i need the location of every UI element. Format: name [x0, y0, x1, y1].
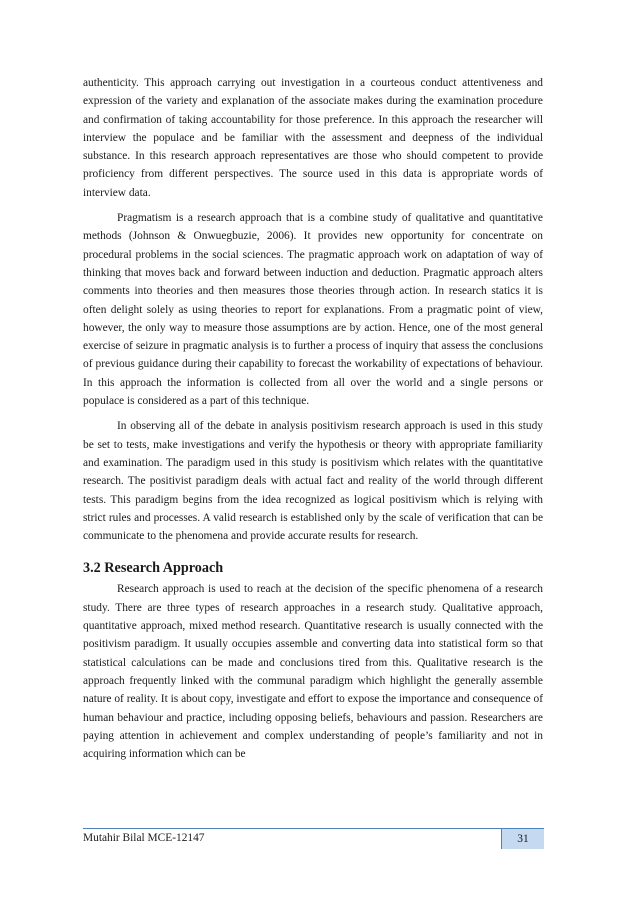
paragraph-pragmatism: Pragmatism is a research approach that is a combine study of qualitative and quantitative methods (Johnson & Onwuegbuzie, 2006). It provides new opportunity for concentrate on procedural problems in the social sciences. The pragmatic approach work on adaptation of way of thinking that moves back and forward between induction and deduction. Pragmatic approach alters comments into theories and then measures those theories through action. In research statics it is often delight solely as using theories to report for explanations. From a pragmatic point of view, however, the only way to measure those assumptions are by action. Hence, one of the most general exercise of seizure in pragmatic analysis is to further a process of inquiry that assess the conclusions of previous guidance during their capability to forecast the workability of expectations of behaviour. In this approach the information is collected from all over the world and a single persons or populace is considered as a part of this technique. — [83, 212, 543, 408]
page-body — [83, 74, 543, 763]
paragraph-research-approach: Research approach is used to reach at the decision of the specific phenomena of a research study. There are three types of research approaches in a research study. Qualitative approach, quantitative approach, mixed method research. Quantitative research is usually connected with the positivism paradigm. It usually occupies assemble and converting data into statistical form so that statistical calculations can be made and conclusions tired from this. Qualitative research is the approach frequently linked with the communal paradigm which highlight the generally assemble nature of reality. It is about copy, investigate and effort to expose the importance and consequence of human behaviour and practice, including opposing beliefs, behaviours and passion. Researchers are paying attention in achievement and complex understanding of people’s familiarity and not in acquiring information which can be — [83, 583, 543, 761]
page-footer — [83, 828, 544, 849]
section-heading: 3.2 Research Approach — [83, 560, 224, 577]
paragraph-authenticity: authenticity. This approach carrying out investigation in a courteous conduct attentiveness and expression of the variety and explanation of the associate makes during the examination procedure and confirmation of taking accountability for those preference. In this approach the researcher will interview the populace and be familiar with the assessment and deepness of the individual substance. In this research approach representatives are those who should competent to provide proficiency from different perspectives. The source used in this data is appropriate words of interview data. — [83, 77, 543, 199]
footer-author: Mutahir Bilal MCE-12147 — [83, 832, 205, 844]
page-number: 31 — [501, 829, 544, 849]
paragraph-positivism: In observing all of the debate in analysis positivism research approach is used in this study be set to tests, make investigations and verify the hypothesis or theory with appropriate familiarity and examination. The paradigm used in this study is positivism which relates with the quantitative research. The positivist paradigm deals with actual fact and reality of the world through different tests. This paradigm begins from the idea recognized as logical positivism which is relying with strict rules and processes. A valid research is established only by the scale of verification that can be communicate to the phenomena and provide accurate results for research. — [83, 420, 543, 543]
